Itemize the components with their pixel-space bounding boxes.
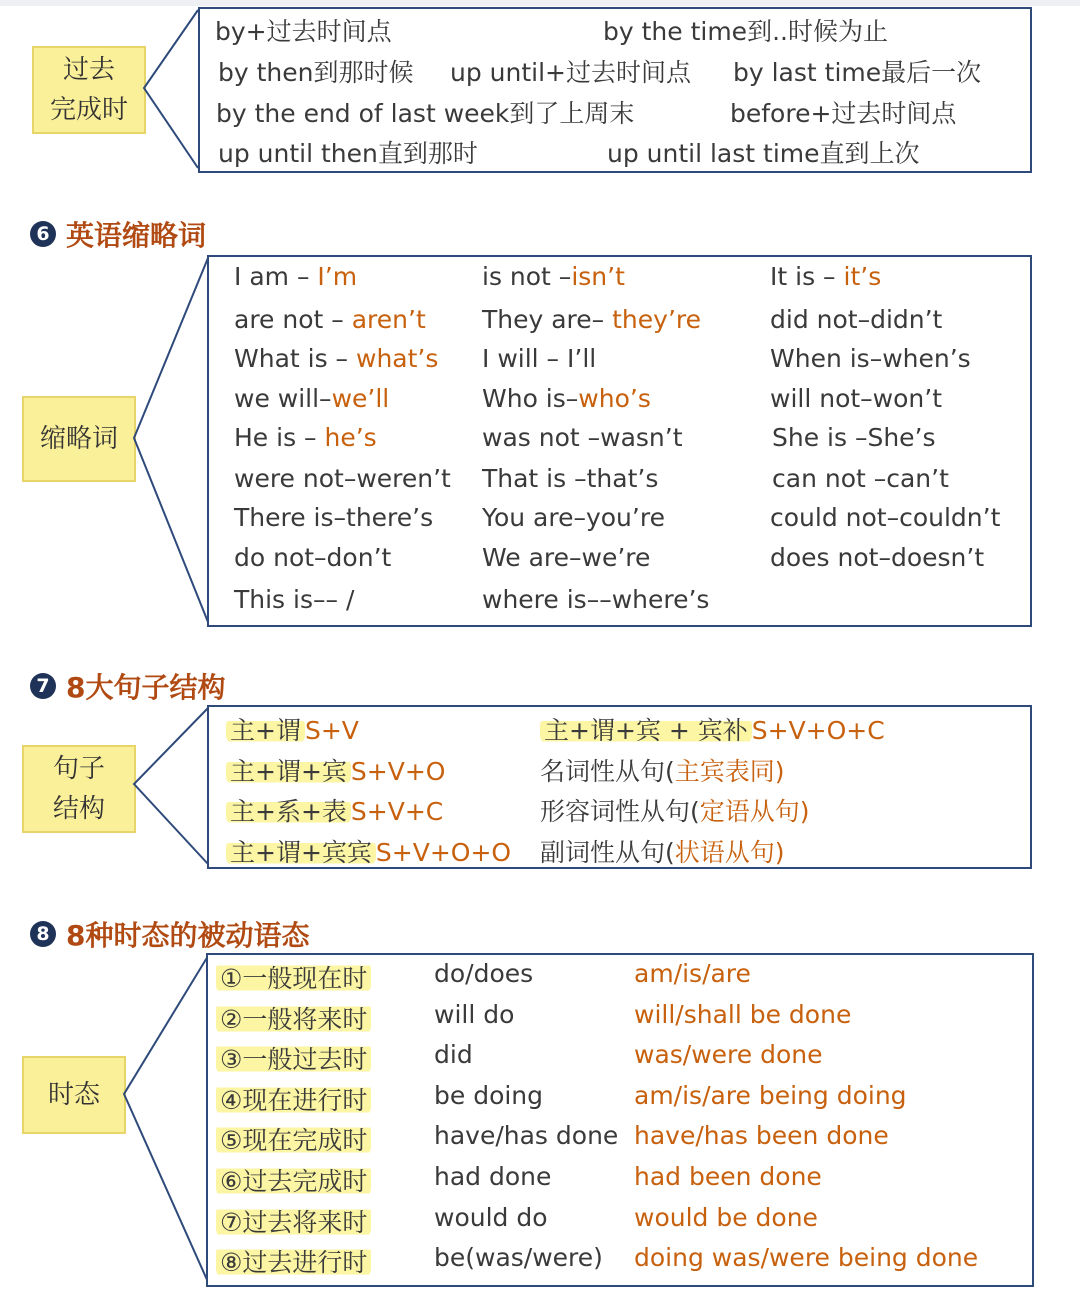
pp-item-6: by the end of last week到了上周末 bbox=[216, 99, 635, 128]
contraction-short: who’s bbox=[578, 384, 651, 413]
section-7-number: 7 bbox=[30, 673, 56, 699]
contraction-full: I am – bbox=[234, 262, 318, 291]
contraction-item bbox=[234, 344, 438, 373]
contractions-label: 缩略词 bbox=[22, 396, 136, 482]
contraction-item bbox=[770, 262, 881, 291]
sentence-structure-label: 句子 结构 bbox=[22, 745, 136, 833]
contraction-item bbox=[234, 503, 433, 532]
pp-item-4: up until+过去时间点 bbox=[450, 58, 691, 87]
contraction-short: it’s bbox=[843, 262, 882, 291]
contraction-full: There is–there’s bbox=[234, 503, 434, 532]
tense-active: would do bbox=[434, 1202, 548, 1232]
contraction-full: can not –can’t bbox=[772, 464, 949, 493]
structure-left-item bbox=[226, 711, 359, 747]
pp-item-1: by+过去时间点 bbox=[215, 17, 392, 46]
contraction-full: was not –wasn’t bbox=[482, 423, 683, 452]
structure-left-item bbox=[226, 833, 511, 869]
tense-active: be doing bbox=[434, 1080, 544, 1110]
structure-zh: 主+谓+宾 bbox=[226, 757, 351, 786]
structure-left-item bbox=[226, 752, 445, 788]
structure-en: 定语从句) bbox=[699, 797, 810, 826]
contraction-item bbox=[234, 384, 389, 413]
contraction-item bbox=[482, 503, 665, 532]
structure-right-item bbox=[540, 833, 785, 869]
section-8-number: 8 bbox=[30, 921, 56, 947]
contraction-short: isn’t bbox=[571, 262, 625, 291]
contraction-full: is not – bbox=[482, 262, 572, 291]
contraction-full: What is – bbox=[234, 344, 356, 373]
section-8-heading bbox=[30, 914, 309, 954]
contraction-full: When is–when’s bbox=[770, 344, 971, 373]
tense-passive: will/shall be done bbox=[634, 999, 852, 1029]
contraction-full: were not–weren’t bbox=[234, 464, 451, 493]
tense-passive: had been done bbox=[634, 1162, 822, 1191]
contraction-short: what’s bbox=[356, 344, 439, 373]
structure-en: S+V bbox=[304, 716, 359, 745]
tense-passive: am/is/are being doing bbox=[634, 1080, 907, 1110]
contraction-full: do not–don’t bbox=[234, 543, 392, 572]
tense-name: ①一般现在时 bbox=[216, 959, 371, 995]
contraction-short: he’s bbox=[324, 423, 377, 452]
structure-zh: 主+谓 bbox=[226, 716, 305, 745]
contraction-item bbox=[234, 464, 451, 493]
structure-right-item bbox=[540, 711, 885, 747]
contraction-full: I will – I’ll bbox=[482, 344, 597, 373]
contraction-item bbox=[772, 423, 936, 452]
section-6-title: 英语缩略词 bbox=[66, 219, 207, 252]
structure-zh: 主+谓+宾宾 bbox=[226, 838, 376, 867]
tense-passive: am/is/are bbox=[634, 959, 751, 988]
contraction-full: We are–we’re bbox=[482, 543, 651, 572]
contraction-item bbox=[482, 305, 701, 334]
contraction-full: does not–doesn’t bbox=[770, 543, 985, 572]
structure-right-item bbox=[540, 752, 785, 788]
section-7-heading bbox=[30, 666, 225, 706]
contraction-full: where is––where’s bbox=[482, 585, 710, 614]
section-7-title: 8大句子结构 bbox=[66, 671, 226, 704]
tense-name: ⑧过去进行时 bbox=[216, 1243, 371, 1279]
contraction-item bbox=[234, 305, 426, 334]
pp-item-8: up until then直到那时 bbox=[218, 139, 478, 168]
tense-active: do/does bbox=[434, 959, 534, 988]
structure-right-item bbox=[540, 792, 810, 828]
contraction-item bbox=[770, 384, 942, 413]
pp-item-5: by last time最后一次 bbox=[733, 58, 982, 87]
contraction-short: I’m bbox=[317, 262, 358, 291]
tense-active: had done bbox=[434, 1162, 552, 1191]
pp-item-9: up until last time直到上次 bbox=[607, 139, 920, 168]
tense-brace bbox=[122, 952, 212, 1286]
structure-zh: 主+系+表 bbox=[226, 797, 351, 826]
pp-item-2: by the time到..时候为止 bbox=[603, 17, 888, 46]
contraction-full: did not–didn’t bbox=[770, 305, 943, 334]
section-6-number: 6 bbox=[30, 221, 56, 247]
structure-zh: 主+谓+宾 + 宾补 bbox=[540, 716, 752, 745]
structure-en: S+V+O+C bbox=[751, 716, 885, 745]
section-6-heading bbox=[30, 214, 206, 254]
contraction-full: are not – bbox=[234, 305, 352, 334]
tense-name: ③一般过去时 bbox=[216, 1040, 371, 1076]
tense-active: be(was/were) bbox=[434, 1243, 603, 1273]
tense-passive: have/has been done bbox=[634, 1121, 889, 1151]
structure-en: 状语从句) bbox=[674, 838, 785, 867]
contraction-item bbox=[234, 262, 357, 291]
pp-item-3: by then到那时候 bbox=[218, 58, 414, 87]
contraction-item bbox=[482, 423, 683, 452]
contraction-full: You are–you’re bbox=[482, 503, 665, 532]
contraction-item bbox=[234, 585, 354, 614]
structure-left-item bbox=[226, 792, 443, 828]
tense-name: ⑥过去完成时 bbox=[216, 1162, 371, 1198]
contraction-item bbox=[770, 543, 984, 572]
contraction-item bbox=[234, 543, 391, 572]
contraction-full: will not–won’t bbox=[770, 384, 943, 413]
structure-zh: 副词性从句( bbox=[540, 838, 675, 867]
sentence-structure-brace bbox=[132, 704, 212, 868]
contraction-item bbox=[482, 585, 709, 614]
contraction-item bbox=[234, 423, 377, 452]
contraction-full: That is –that’s bbox=[482, 464, 659, 493]
structure-en: S+V+C bbox=[350, 797, 444, 826]
contraction-full: He is – bbox=[234, 423, 325, 452]
pp-item-7: before+过去时间点 bbox=[730, 99, 957, 128]
structure-zh: 形容词性从句( bbox=[540, 797, 700, 826]
structure-en: S+V+O+O bbox=[375, 838, 512, 867]
structure-en: S+V+O bbox=[350, 757, 446, 786]
tense-name: ⑤现在完成时 bbox=[216, 1121, 371, 1157]
contraction-item bbox=[772, 464, 949, 493]
tense-active: have/has done bbox=[434, 1121, 619, 1151]
contraction-item bbox=[482, 464, 658, 493]
tense-active: did bbox=[434, 1040, 473, 1070]
contraction-item bbox=[770, 305, 942, 334]
past-perfect-brace bbox=[142, 6, 202, 172]
contraction-item bbox=[482, 543, 650, 572]
tense-passive: was/were done bbox=[634, 1040, 823, 1070]
section-8-title: 8种时态的被动语态 bbox=[66, 919, 310, 952]
tense-passive: would be done bbox=[634, 1202, 818, 1232]
tense-passive: doing was/were being done bbox=[634, 1243, 979, 1273]
contraction-short: aren’t bbox=[351, 305, 426, 334]
past-perfect-label: 过去 完成时 bbox=[32, 46, 146, 134]
contraction-item bbox=[770, 503, 1000, 532]
tense-name: ④现在进行时 bbox=[216, 1081, 371, 1117]
tense-active: will do bbox=[434, 999, 515, 1029]
contraction-full: Who is– bbox=[482, 384, 579, 413]
tense-name: ⑦过去将来时 bbox=[216, 1203, 371, 1239]
tense-name: ②一般将来时 bbox=[216, 1000, 371, 1036]
contractions-brace bbox=[132, 254, 212, 626]
structure-en: 主宾表同) bbox=[674, 757, 785, 786]
tense-label: 时态 bbox=[22, 1056, 126, 1134]
contraction-short: we’ll bbox=[331, 384, 390, 413]
contraction-full: It is – bbox=[770, 262, 844, 291]
contraction-item bbox=[482, 262, 625, 291]
contraction-full: She is –She’s bbox=[772, 423, 936, 452]
contraction-item bbox=[482, 384, 651, 413]
contraction-full: This is–– / bbox=[234, 585, 355, 614]
contraction-full: They are– bbox=[482, 305, 613, 334]
structure-zh: 名词性从句( bbox=[540, 757, 675, 786]
contraction-item bbox=[770, 344, 971, 373]
contraction-short: they’re bbox=[612, 305, 702, 334]
contraction-full: could not–couldn’t bbox=[770, 503, 1001, 532]
contraction-item bbox=[482, 344, 596, 373]
contraction-full: we will– bbox=[234, 384, 332, 413]
